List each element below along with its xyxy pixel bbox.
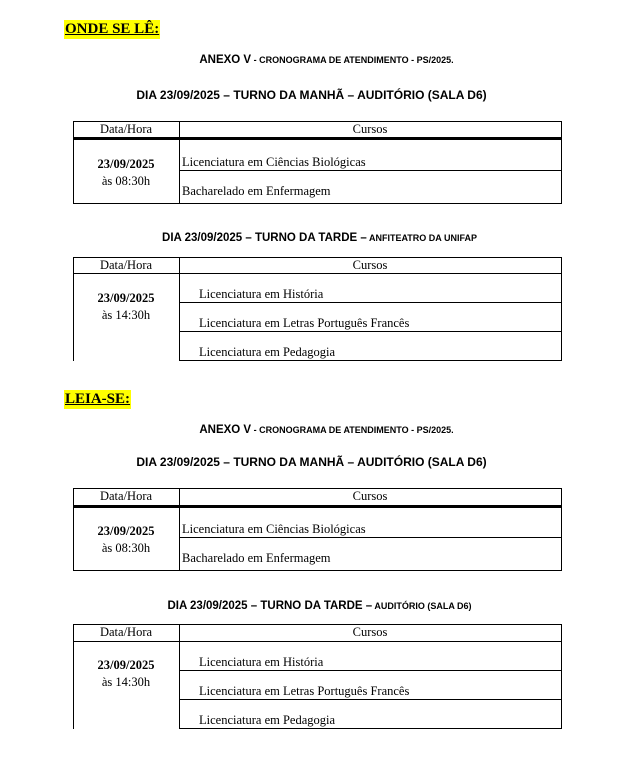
course-cell: Licenciatura em Pedagogia [199,345,336,359]
col-cursos-header: Cursos [352,258,388,272]
annex-title-2 [15,424,623,436]
date-value: 23/09/2025 [97,291,155,305]
leia-manha-table [73,488,561,571]
leia-tarde-header [8,600,623,612]
col-cursos-header: Cursos [352,122,388,136]
time-value: às 14:30h [101,308,151,322]
time-value: às 08:30h [101,541,151,555]
course-cell: Licenciatura em Letras Português Francês [199,684,410,698]
course-cell: Licenciatura em Letras Português Francês [199,316,410,330]
tarde-header-place: ANFITEATRO DA UNIFAP [366,233,477,243]
annex-title-1 [15,54,623,66]
col-datahora-header: Data/Hora [99,489,153,503]
annex-strong: ANEXO V [199,54,252,66]
onde-se-le-label: ONDE SE LÊ: [65,21,160,37]
col-datahora-header: Data/Hora [99,625,153,639]
date-value: 23/09/2025 [97,658,155,672]
annex-rest: - CRONOGRAMA DE ATENDIMENTO - PS/2025. [251,55,454,65]
course-cell: Licenciatura em História [199,287,324,301]
onde-manha-header: DIA 23/09/2025 – TURNO DA MANHÃ – AUDITÓRIO (SALA D6) [136,88,487,102]
tarde-header-place: AUDITÓRIO (SALA D6) [372,601,472,611]
date-cell [73,523,179,557]
leia-manha-header: DIA 23/09/2025 – TURNO DA MANHÃ – AUDITÓRIO (SALA D6) [136,455,487,469]
time-value: às 14:30h [101,675,151,689]
date-cell [73,657,179,691]
course-cell: Licenciatura em Pedagogia [199,713,336,727]
tarde-header-main: DIA 23/09/2025 – TURNO DA TARDE – [162,232,367,244]
date-cell [73,290,179,324]
course-cell: Licenciatura em Ciências Biológicas [182,155,366,169]
onde-tarde-header [8,232,623,244]
course-cell: Bacharelado em Enfermagem [182,184,331,198]
onde-manha-table [73,121,561,204]
annex-strong: ANEXO V [199,424,252,436]
time-value: às 08:30h [101,174,151,188]
col-datahora-header: Data/Hora [99,122,153,136]
leia-se-label: LEIA-SE: [65,391,131,407]
col-cursos-header: Cursos [352,489,388,503]
course-cell: Licenciatura em Ciências Biológicas [182,522,366,536]
onde-tarde-table [73,257,561,361]
annex-rest: - CRONOGRAMA DE ATENDIMENTO - PS/2025. [251,425,454,435]
course-cell: Bacharelado em Enfermagem [182,551,331,565]
course-cell: Licenciatura em História [199,655,324,669]
date-value: 23/09/2025 [97,524,155,538]
leia-tarde-table [73,624,561,729]
tarde-header-main: DIA 23/09/2025 – TURNO DA TARDE – [167,600,373,612]
date-value: 23/09/2025 [97,157,155,171]
date-cell [73,156,179,190]
col-cursos-header: Cursos [352,625,388,639]
col-datahora-header: Data/Hora [99,258,153,272]
